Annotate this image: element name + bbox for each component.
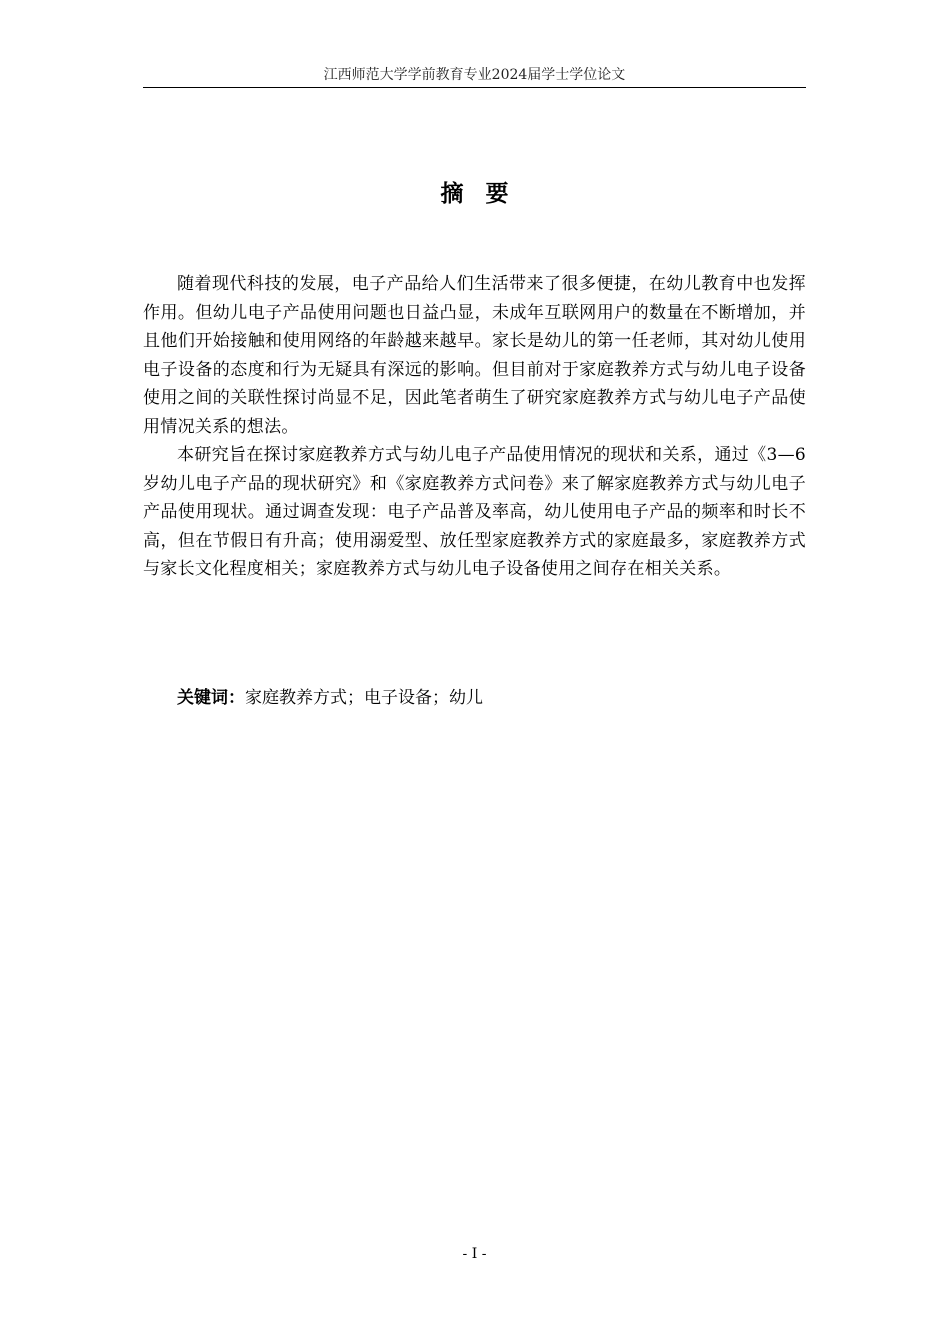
- keywords-line: [177, 684, 797, 712]
- page-number: - I -: [462, 1246, 487, 1262]
- header-rule: [143, 87, 806, 88]
- abstract-paragraph-1: 随着现代科技的发展，电子产品给人们生活带来了很多便捷，在幼儿教育中也发挥作用。但幼儿电子产品使用问题也日益凸显，未成年互联网用户的数量在不断增加，并且他们开始接触和使用网络的年龄越来越早。家长是幼儿的第一任老师，其对幼儿使用电子设备的态度和行为无疑具有深远的影响。但目前对于家庭教养方式与幼儿电子设备使用之间的关联性探讨尚显不足，因此笔者萌生了研究家庭教养方式与幼儿电子产品使用情况关系的想法。: [143, 274, 806, 437]
- abstract-body: [143, 270, 806, 584]
- running-header: 江西师范大学学前教育专业2024届学士学位论文: [323, 67, 626, 83]
- abstract-paragraph-2: 本研究旨在探讨家庭教养方式与幼儿电子产品使用情况的现状和关系，通过《3—6岁幼儿电子产品的现状研究》和《家庭教养方式问卷》来了解家庭教养方式与幼儿电子产品使用现状。通过调查发现：电子产品普及率高，幼儿使用电子产品的频率和时长不高，但在节假日有升高；使用溺爱型、放任型家庭教养方式的家庭最多，家庭教养方式与家长文化程度相关；家庭教养方式与幼儿电子设备使用之间存在相关关系。: [143, 445, 806, 579]
- abstract-title: 摘要: [440, 181, 531, 207]
- keywords-text: 家庭教养方式；电子设备；幼儿: [245, 688, 483, 708]
- keywords-label: 关键词：: [177, 688, 245, 708]
